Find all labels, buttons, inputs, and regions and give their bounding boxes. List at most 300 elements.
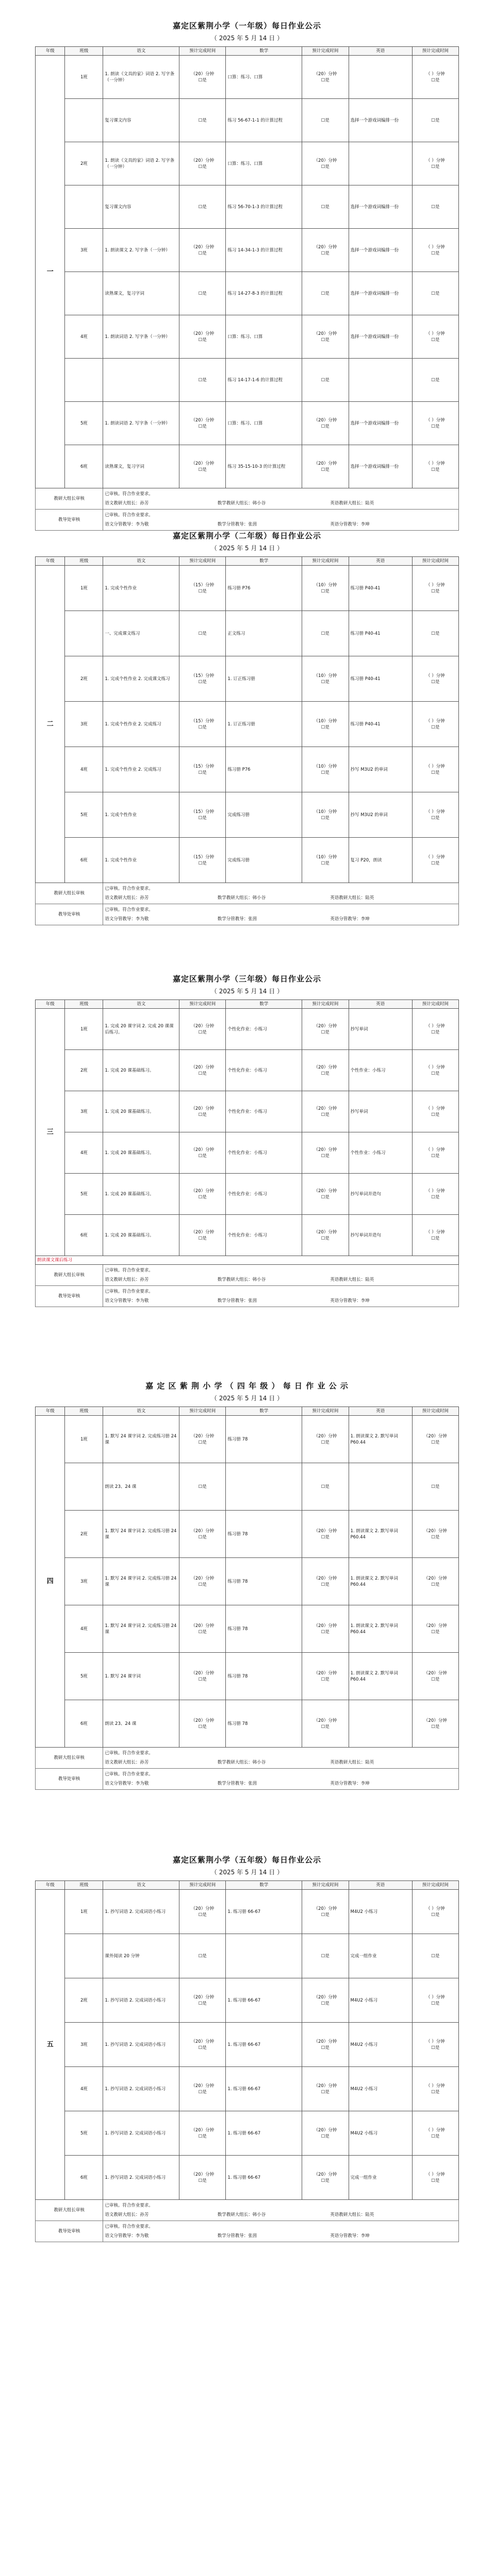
checkbox[interactable]: ☐是 bbox=[321, 204, 330, 210]
checkbox[interactable]: ☐是 bbox=[431, 337, 440, 343]
signature-line bbox=[105, 1770, 457, 1779]
checkbox[interactable]: ☐是 bbox=[321, 679, 330, 685]
cell-text: 抄写单词 bbox=[350, 1026, 368, 1032]
cell-text: （20）分钟 bbox=[191, 461, 215, 466]
cell-ent bbox=[412, 1009, 458, 1050]
checkbox[interactable]: ☐是 bbox=[198, 1912, 207, 1918]
cell-cls bbox=[65, 2067, 103, 2111]
checkbox[interactable]: ☐是 bbox=[198, 770, 207, 775]
cell-text: 完成一组作业 bbox=[350, 2175, 377, 2180]
checkbox[interactable]: ☐是 bbox=[431, 250, 440, 256]
cell-en bbox=[349, 445, 412, 488]
checkbox[interactable]: ☐是 bbox=[431, 860, 440, 866]
table-row bbox=[36, 656, 459, 702]
checkbox[interactable]: ☐是 bbox=[321, 724, 330, 730]
cell-cnt bbox=[179, 2111, 226, 2156]
checkbox[interactable]: ☐是 bbox=[431, 770, 440, 775]
cell-text: （20）分钟 bbox=[314, 1575, 337, 1581]
header-cell: 语文 bbox=[103, 557, 179, 566]
checkbox[interactable]: ☐是 bbox=[198, 1112, 207, 1117]
checkbox[interactable]: ☐是 bbox=[431, 2133, 440, 2139]
checkbox[interactable]: ☐是 bbox=[321, 631, 330, 636]
cell-text: （20）分钟 bbox=[191, 1188, 215, 1194]
table-row bbox=[36, 1463, 459, 1511]
cell-ma bbox=[226, 838, 302, 883]
checkbox[interactable]: ☐是 bbox=[431, 2001, 440, 2006]
cell-text: 练习 56-70-1-3 的计算过程 bbox=[227, 204, 283, 210]
checkbox[interactable]: ☐是 bbox=[198, 679, 207, 685]
cell-cnt bbox=[179, 1132, 226, 1174]
cell-cn bbox=[103, 402, 179, 445]
cell-text: （ ）分钟 bbox=[425, 461, 445, 466]
table-row bbox=[36, 566, 459, 611]
cell-text: （20）分钟 bbox=[191, 158, 215, 163]
section-title: 嘉定区紫荆小学（三年级）每日作业公示 bbox=[172, 974, 321, 984]
cell-cn bbox=[103, 566, 179, 611]
cell-mat bbox=[302, 702, 349, 747]
cell-text: （20）分钟 bbox=[191, 2039, 215, 2044]
cell-text: 1. 默写 24 课字词 2. 完成练习册 24 课 bbox=[105, 1623, 177, 1635]
cell-ent bbox=[412, 1174, 458, 1215]
header-cell: 预计完成时间 bbox=[179, 1881, 226, 1890]
cell-cnt bbox=[179, 229, 226, 272]
checkbox[interactable]: ☐是 bbox=[198, 423, 207, 429]
checkbox[interactable]: ☐是 bbox=[198, 291, 207, 296]
cell-mat bbox=[302, 1416, 349, 1463]
checkbox[interactable]: ☐是 bbox=[321, 1071, 330, 1076]
checkbox[interactable]: ☐是 bbox=[321, 423, 330, 429]
checkbox[interactable]: ☐是 bbox=[431, 1439, 440, 1445]
checkbox[interactable]: ☐是 bbox=[321, 1235, 330, 1241]
checkbox[interactable]: ☐是 bbox=[321, 1912, 330, 1918]
checkbox[interactable]: ☐是 bbox=[431, 1912, 440, 1918]
cell-text: 练习册 P76 bbox=[227, 585, 251, 591]
cell-text: （ ）分钟 bbox=[425, 1906, 445, 1911]
signature-text: 数学教研大组长：韩小谷 bbox=[217, 501, 266, 506]
cell-cn bbox=[103, 185, 179, 229]
checkbox[interactable]: ☐是 bbox=[431, 423, 440, 429]
cell-text: （20）分钟 bbox=[191, 1433, 215, 1439]
checkbox[interactable]: ☐是 bbox=[321, 250, 330, 256]
signature-line bbox=[105, 1758, 457, 1767]
cell-text: （20）分钟 bbox=[314, 2172, 337, 2177]
cell-text: 个性化作业：小练习 bbox=[227, 1150, 267, 1156]
homework-table bbox=[35, 556, 459, 925]
cell-text: 1. 完成个性作业 2. 完成练习 bbox=[105, 767, 161, 772]
checkbox[interactable]: ☐是 bbox=[321, 2045, 330, 2050]
signature-text: 数学分管教导：张茵 bbox=[217, 917, 257, 922]
checkbox[interactable]: ☐是 bbox=[321, 1676, 330, 1682]
cell-en bbox=[349, 1009, 412, 1050]
checkbox[interactable]: ☐是 bbox=[431, 1629, 440, 1635]
checkbox[interactable]: ☐是 bbox=[321, 1194, 330, 1200]
cell-en bbox=[349, 1511, 412, 1558]
cell-text: （20）分钟 bbox=[191, 71, 215, 77]
table-row bbox=[36, 1091, 459, 1132]
checkbox[interactable]: ☐是 bbox=[431, 291, 440, 296]
cell-mat bbox=[302, 1463, 349, 1511]
signature-text: 语文分管教导：李为敬 bbox=[105, 917, 149, 922]
checkbox[interactable]: ☐是 bbox=[431, 1071, 440, 1076]
cell-cnt bbox=[179, 656, 226, 702]
cell-cnt bbox=[179, 1978, 226, 2023]
checkbox[interactable]: ☐是 bbox=[198, 1534, 207, 1540]
checkbox[interactable]: ☐是 bbox=[321, 588, 330, 594]
table-row bbox=[36, 1416, 459, 1463]
cell-text: 1. 朗读课文 2. 写字条（一分钟） bbox=[105, 247, 170, 253]
checkbox[interactable]: ☐是 bbox=[431, 1194, 440, 1200]
checkbox[interactable]: ☐是 bbox=[198, 1676, 207, 1682]
checkbox[interactable]: ☐是 bbox=[431, 1153, 440, 1159]
cell-text: （20）分钟 bbox=[314, 1994, 337, 2000]
section-title: 嘉定区紫荆小学（五年级）每日作业公示 bbox=[172, 1855, 321, 1865]
checkbox[interactable]: ☐是 bbox=[198, 1629, 207, 1635]
checkbox[interactable]: ☐是 bbox=[321, 1582, 330, 1587]
signature-text: 英语分管教导：李坤 bbox=[330, 917, 370, 922]
signature-label: 教导处审核 bbox=[36, 510, 103, 531]
checkbox[interactable]: ☐是 bbox=[431, 1534, 440, 1540]
signature-text: 语文教研大组长：孙芳 bbox=[105, 1760, 149, 1765]
cell-text: （20）分钟 bbox=[191, 1064, 215, 1070]
header-cell: 数学 bbox=[226, 1000, 302, 1009]
cell-ent bbox=[412, 1934, 458, 1978]
checkbox[interactable]: ☐是 bbox=[198, 860, 207, 866]
checkbox[interactable]: ☐是 bbox=[431, 2089, 440, 2095]
checkbox[interactable]: ☐是 bbox=[198, 1953, 207, 1959]
cell-cls bbox=[65, 1978, 103, 2023]
cell-cnt bbox=[179, 838, 226, 883]
cell-cn bbox=[103, 359, 179, 402]
signature-row bbox=[36, 1748, 459, 1769]
cell-cnt bbox=[179, 747, 226, 792]
checkbox[interactable]: ☐是 bbox=[198, 1582, 207, 1587]
checkbox[interactable]: ☐是 bbox=[431, 1582, 440, 1587]
cell-text: （20）分钟 bbox=[314, 244, 337, 250]
checkbox[interactable]: ☐是 bbox=[198, 2089, 207, 2095]
header-cell: 班级 bbox=[65, 1407, 103, 1416]
signature-text: 英语分管教导：李坤 bbox=[330, 1298, 370, 1303]
signature-label: 教导处审核 bbox=[36, 904, 103, 925]
header-cell: 年级 bbox=[36, 557, 65, 566]
grade-label: 二 bbox=[36, 566, 65, 883]
cell-ma bbox=[226, 1132, 302, 1174]
cell-text: （20）分钟 bbox=[314, 331, 337, 336]
checkbox[interactable]: ☐是 bbox=[431, 588, 440, 594]
cell-en bbox=[349, 1653, 412, 1700]
cell-text: （20）分钟 bbox=[314, 417, 337, 423]
checkbox[interactable]: ☐是 bbox=[198, 1029, 207, 1035]
checkbox[interactable]: ☐是 bbox=[321, 770, 330, 775]
checkbox[interactable]: ☐是 bbox=[198, 2045, 207, 2050]
checkbox[interactable]: ☐是 bbox=[198, 1153, 207, 1159]
header-cell: 年级 bbox=[36, 47, 65, 56]
cell-cnt bbox=[179, 792, 226, 838]
cell-cnt bbox=[179, 1511, 226, 1558]
cell-text: （20）分钟 bbox=[314, 1064, 337, 1070]
table-row bbox=[36, 185, 459, 229]
checkbox[interactable]: ☐是 bbox=[198, 1484, 207, 1489]
table-row bbox=[36, 445, 459, 488]
checkbox[interactable]: ☐是 bbox=[321, 1484, 330, 1489]
checkbox[interactable]: ☐是 bbox=[431, 2178, 440, 2183]
cell-text: 抄写 M3U2 的单词 bbox=[350, 767, 388, 772]
checkbox[interactable]: ☐是 bbox=[321, 1724, 330, 1730]
cell-cnt bbox=[179, 702, 226, 747]
checkbox[interactable]: ☐是 bbox=[431, 679, 440, 685]
cell-text: M4U2 小练习 bbox=[350, 1997, 378, 2003]
cell-text: （15）分钟 bbox=[191, 764, 215, 769]
cell-mat bbox=[302, 656, 349, 702]
header-cell: 预计完成时间 bbox=[412, 557, 458, 566]
grade-label: 四 bbox=[36, 1416, 65, 1748]
cell-text: 4班 bbox=[80, 1626, 88, 1632]
cell-text: （20）分钟 bbox=[423, 1575, 447, 1581]
checkbox[interactable]: ☐是 bbox=[321, 377, 330, 383]
checkbox[interactable]: ☐是 bbox=[321, 1112, 330, 1117]
cell-text: 个性化作业：小练习 bbox=[227, 1109, 267, 1114]
signature-row bbox=[36, 904, 459, 925]
checkbox[interactable]: ☐是 bbox=[198, 631, 207, 636]
header-cell: 预计完成时间 bbox=[302, 557, 349, 566]
checkbox[interactable]: ☐是 bbox=[321, 815, 330, 821]
checkbox[interactable]: ☐是 bbox=[198, 204, 207, 210]
cell-cnt bbox=[179, 611, 226, 656]
cell-ma bbox=[226, 229, 302, 272]
checkbox[interactable]: ☐是 bbox=[431, 1029, 440, 1035]
cell-en bbox=[349, 611, 412, 656]
checkbox[interactable]: ☐是 bbox=[321, 1153, 330, 1159]
cell-text: （20）分钟 bbox=[191, 1528, 215, 1534]
checkbox[interactable]: ☐是 bbox=[198, 1439, 207, 1445]
cell-text: 1. 抄写词语 2. 完成词语小练习 bbox=[105, 2175, 166, 2180]
cell-text: 3班 bbox=[80, 1109, 88, 1114]
checkbox[interactable]: ☐是 bbox=[198, 337, 207, 343]
cell-ma bbox=[226, 359, 302, 402]
checkbox[interactable]: ☐是 bbox=[431, 77, 440, 83]
checkbox[interactable]: ☐是 bbox=[431, 467, 440, 472]
cell-text: （ ）分钟 bbox=[425, 2127, 445, 2133]
cell-ent bbox=[412, 792, 458, 838]
cell-cn bbox=[103, 611, 179, 656]
signature-text: 已审核。符合作业要求。 bbox=[105, 886, 153, 891]
checkbox[interactable]: ☐是 bbox=[198, 588, 207, 594]
signature-text: 英语教研大组长：陆英 bbox=[330, 1760, 374, 1765]
cell-text: 1. 完成个性作业 2. 完成练习 bbox=[105, 721, 161, 727]
cell-en bbox=[349, 1174, 412, 1215]
checkbox[interactable]: ☐是 bbox=[198, 1194, 207, 1200]
checkbox[interactable]: ☐是 bbox=[198, 815, 207, 821]
checkbox[interactable]: ☐是 bbox=[321, 1439, 330, 1445]
cell-en bbox=[349, 1890, 412, 1934]
checkbox[interactable]: ☐是 bbox=[431, 724, 440, 730]
cell-text: （15）分钟 bbox=[191, 582, 215, 588]
cell-cls bbox=[65, 1174, 103, 1215]
signature-content bbox=[103, 2200, 459, 2221]
checkbox[interactable]: ☐是 bbox=[431, 1112, 440, 1117]
header-cell: 预计完成时间 bbox=[179, 557, 226, 566]
checkbox[interactable]: ☐是 bbox=[198, 1071, 207, 1076]
signature-text: 语文分管教导：李为敬 bbox=[105, 1298, 149, 1303]
cell-ma bbox=[226, 792, 302, 838]
cell-ent bbox=[412, 747, 458, 792]
signature-content bbox=[103, 1265, 459, 1286]
cell-text: （ ）分钟 bbox=[425, 331, 445, 336]
checkbox[interactable]: ☐是 bbox=[321, 2001, 330, 2006]
cell-text: 练习 14-34-1-3 的计算过程 bbox=[227, 247, 283, 253]
cell-text: （20）分钟 bbox=[191, 1670, 215, 1676]
checkbox[interactable]: ☐是 bbox=[321, 1953, 330, 1959]
signature-line bbox=[105, 1296, 457, 1306]
cell-ent bbox=[412, 2067, 458, 2111]
signature-text: 英语分管教导：李坤 bbox=[330, 1781, 370, 1786]
cell-text: 1. 练习册 66-67 bbox=[227, 2086, 261, 2092]
signature-text: 语文教研大组长：孙芳 bbox=[105, 1277, 149, 1282]
checkbox[interactable]: ☐是 bbox=[321, 1629, 330, 1635]
cell-ent bbox=[412, 185, 458, 229]
cell-ent bbox=[412, 2023, 458, 2067]
cell-text: （ ）分钟 bbox=[425, 1106, 445, 1111]
header-cell: 班级 bbox=[65, 557, 103, 566]
signature-line bbox=[105, 1779, 457, 1788]
checkbox[interactable]: ☐是 bbox=[198, 250, 207, 256]
cell-text: 5班 bbox=[80, 1191, 88, 1197]
checkbox[interactable]: ☐是 bbox=[198, 377, 207, 383]
checkbox[interactable]: ☐是 bbox=[321, 117, 330, 123]
checkbox[interactable]: ☐是 bbox=[321, 164, 330, 170]
checkbox[interactable]: ☐是 bbox=[321, 1029, 330, 1035]
cell-ma bbox=[226, 1558, 302, 1605]
cell-text: （10）分钟 bbox=[314, 854, 337, 860]
cell-text: 个性化作业：小练习 bbox=[227, 1191, 267, 1197]
cell-ma bbox=[226, 2067, 302, 2111]
section-title: 嘉定区紫荆小学（二年级）每日作业公示 bbox=[172, 531, 321, 540]
cell-text: 完成练习册 bbox=[227, 812, 250, 818]
checkbox[interactable]: ☐是 bbox=[431, 1953, 440, 1959]
cell-text: 1. 完成个性作业 2. 完成课文练习 bbox=[105, 676, 170, 682]
cell-en bbox=[349, 1416, 412, 1463]
cell-en bbox=[349, 656, 412, 702]
checkbox[interactable]: ☐是 bbox=[198, 1235, 207, 1241]
checkbox[interactable]: ☐是 bbox=[431, 815, 440, 821]
table-row bbox=[36, 1132, 459, 1174]
signature-label: 教导处审核 bbox=[36, 1286, 103, 1307]
grade-section-2 bbox=[35, 531, 459, 925]
checkbox[interactable]: ☐是 bbox=[198, 164, 207, 170]
cell-text: 1. 订正练习册 bbox=[227, 676, 255, 682]
cell-ent bbox=[412, 315, 458, 359]
cell-cnt bbox=[179, 359, 226, 402]
checkbox[interactable]: ☐是 bbox=[431, 117, 440, 123]
cell-text: 个性作业：小练习 bbox=[350, 1150, 386, 1156]
cell-cls bbox=[65, 838, 103, 883]
checkbox[interactable]: ☐是 bbox=[198, 1724, 207, 1730]
cell-ent bbox=[412, 272, 458, 315]
checkbox[interactable]: ☐是 bbox=[431, 204, 440, 210]
cell-en bbox=[349, 1132, 412, 1174]
checkbox[interactable]: ☐是 bbox=[431, 377, 440, 383]
cell-text: 口算：练习、口算 bbox=[227, 334, 263, 340]
cell-text: 1班 bbox=[80, 1026, 88, 1032]
red-note: 朗读课文课后练习 bbox=[36, 1256, 459, 1265]
checkbox[interactable]: ☐是 bbox=[321, 467, 330, 472]
checkbox[interactable]: ☐是 bbox=[198, 724, 207, 730]
cell-text: （ ）分钟 bbox=[425, 809, 445, 815]
signature-line bbox=[105, 499, 457, 508]
cell-text: 1. 完成 20 课基础练习。 bbox=[105, 1109, 154, 1114]
cell-text: （20）分钟 bbox=[314, 2039, 337, 2044]
cell-ma bbox=[226, 566, 302, 611]
checkbox[interactable]: ☐是 bbox=[321, 77, 330, 83]
cell-cls bbox=[65, 1132, 103, 1174]
cell-ent bbox=[412, 445, 458, 488]
header-cell: 预计完成时间 bbox=[179, 47, 226, 56]
checkbox[interactable]: ☐是 bbox=[321, 2089, 330, 2095]
grade-label: 五 bbox=[36, 1890, 65, 2200]
cell-mat bbox=[302, 1605, 349, 1653]
checkbox[interactable]: ☐是 bbox=[431, 2045, 440, 2050]
signature-text: 英语教研大组长：陆英 bbox=[330, 895, 374, 901]
checkbox[interactable]: ☐是 bbox=[321, 2178, 330, 2183]
cell-text: 练习册 78 bbox=[227, 1673, 248, 1679]
cell-cls bbox=[65, 611, 103, 656]
checkbox[interactable]: ☐是 bbox=[198, 2001, 207, 2006]
signature-text: 已审核。符合作业要求。 bbox=[105, 513, 153, 518]
checkbox[interactable]: ☐是 bbox=[431, 1676, 440, 1682]
checkbox[interactable]: ☐是 bbox=[431, 1484, 440, 1489]
cell-text: （20）分钟 bbox=[191, 1575, 215, 1581]
checkbox[interactable]: ☐是 bbox=[198, 77, 207, 83]
checkbox[interactable]: ☐是 bbox=[321, 1534, 330, 1540]
signature-text: 已审核。符合作业要求。 bbox=[105, 1772, 153, 1777]
signature-content bbox=[103, 488, 459, 510]
section-title: 嘉 定 区 紫 荆 小 学 （ 四 年 级 ） 每 日 作 业 公 示 bbox=[145, 1381, 349, 1391]
signature-text: 数学分管教导：张茵 bbox=[217, 1298, 257, 1303]
checkbox[interactable]: ☐是 bbox=[198, 467, 207, 472]
cell-text: 6班 bbox=[80, 464, 88, 469]
checkbox[interactable]: ☐是 bbox=[198, 2178, 207, 2183]
cell-text: （20）分钟 bbox=[314, 1147, 337, 1153]
checkbox[interactable]: ☐是 bbox=[321, 337, 330, 343]
cell-ent bbox=[412, 56, 458, 99]
checkbox[interactable]: ☐是 bbox=[431, 1724, 440, 1730]
checkbox[interactable]: ☐是 bbox=[198, 117, 207, 123]
cell-mat bbox=[302, 2156, 349, 2200]
cell-ent bbox=[412, 1558, 458, 1605]
cell-text: 练习册 P40-41 bbox=[350, 676, 381, 682]
checkbox[interactable]: ☐是 bbox=[431, 631, 440, 636]
signature-row bbox=[36, 883, 459, 904]
cell-ma bbox=[226, 611, 302, 656]
cell-text: 1. 完成个性作业 bbox=[105, 585, 137, 591]
cell-ma bbox=[226, 702, 302, 747]
section-title: 嘉定区紫荆小学（一年级）每日作业公示 bbox=[172, 21, 321, 30]
cell-cls bbox=[65, 1050, 103, 1091]
checkbox[interactable]: ☐是 bbox=[431, 164, 440, 170]
cell-cn bbox=[103, 1934, 179, 1978]
checkbox[interactable]: ☐是 bbox=[321, 291, 330, 296]
signature-line bbox=[105, 511, 457, 520]
checkbox[interactable]: ☐是 bbox=[431, 1235, 440, 1241]
cell-ma bbox=[226, 1050, 302, 1091]
cell-cnt bbox=[179, 2156, 226, 2200]
cell-mat bbox=[302, 142, 349, 185]
checkbox[interactable]: ☐是 bbox=[321, 2133, 330, 2139]
signature-label: 教导处审核 bbox=[36, 2221, 103, 2242]
checkbox[interactable]: ☐是 bbox=[321, 860, 330, 866]
checkbox[interactable]: ☐是 bbox=[198, 2133, 207, 2139]
cell-cnt bbox=[179, 1091, 226, 1132]
cell-text: 选择一个游戏词编排一份 bbox=[350, 291, 399, 296]
